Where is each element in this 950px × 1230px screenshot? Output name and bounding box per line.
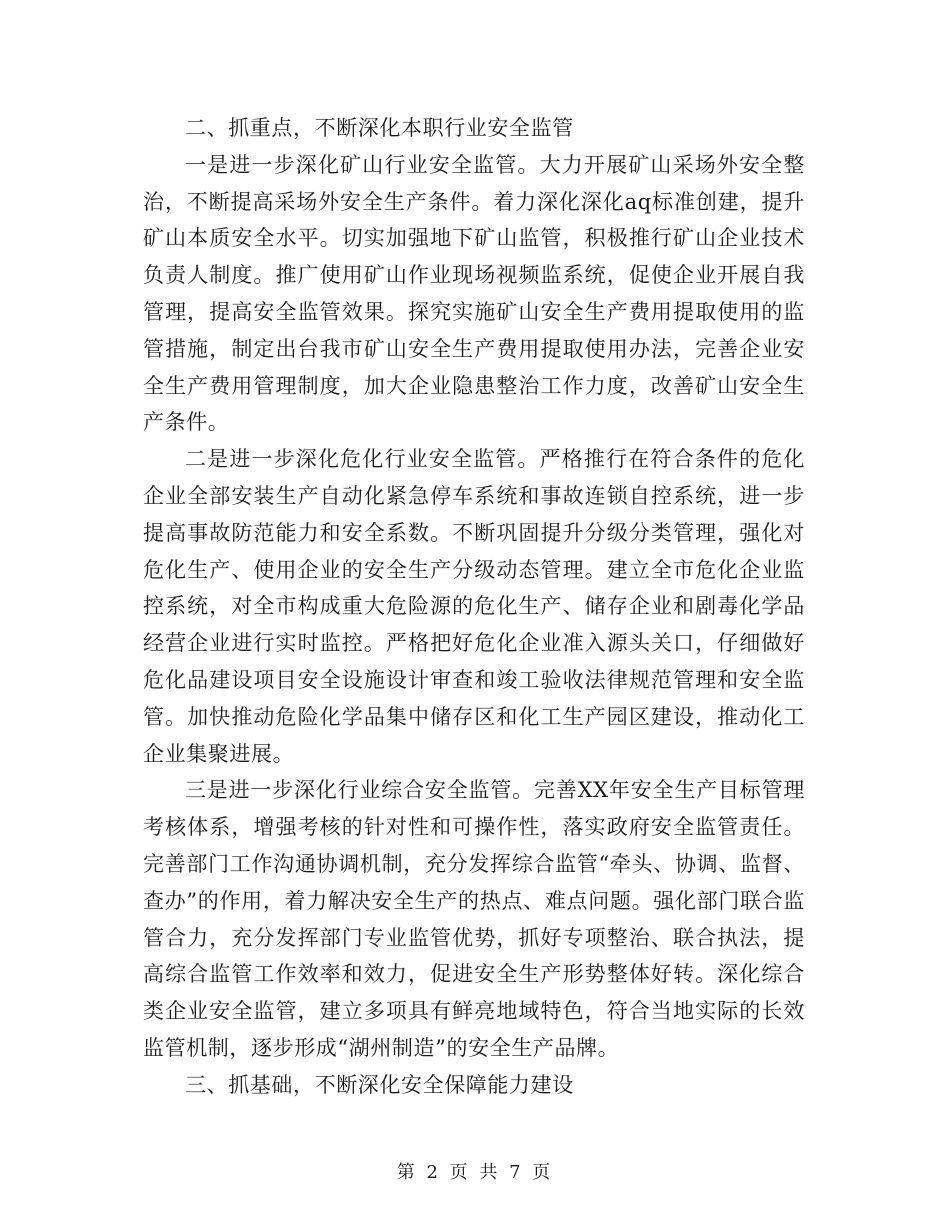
paragraph-comprehensive-supervision: 三是进一步深化行业综合安全监管。完善XX年安全生产目标管理考核体系，增强考核的针对性和可操作性，落实政府安全监管责任。完善部门工作沟通协调机制，充分发挥综合监管“牵头、协调、监督、查办”的作用，着力解决安全生产的热点、难点问题。强化部门联合监管合力，充分发挥部门专业监管优势，抓好专项整治、联合执法，提高综合监管工作效率和效力，促进安全生产形势整体好转。深化综合类企业安全监管，建立多项具有鲜亮地域特色，符合当地实际的长效监管机制，逐步形成“湖州制造”的安全生产品牌。 [143,778,805,1060]
document-body [143,110,805,1104]
section-two-heading: 二、抓重点，不断深化本职行业安全监管 [185,116,574,140]
section-three-heading: 三、抓基础，不断深化安全保障能力建设 [185,1072,574,1097]
paragraph-hazardous-chemicals-supervision: 二是进一步深化危化行业安全监管。严格推行在符合条件的危化企业全部安装生产自动化紧急停车系统和事故连锁自控系统，进一步提高事故防范能力和安全系数。不断巩固提升分级分类管理，强化对危化生产、使用企业的安全生产分级动态管理。建立全市危化企业监控系统，对全市构成重大危险源的危化生产、储存企业和剧毒化学品经营企业进行实时监控。严格把好危化企业准入源头关口，仔细做好危化品建设项目安全设施设计审查和竣工验收法律规范管理和安全监管。加快推动危险化学品集中储存区和化工生产园区建设，推动化工企业集聚进展。 [143,447,805,766]
page-number-footer: 第 2 页 共 7 页 [396,1162,554,1183]
paragraph-mining-supervision: 一是进一步深化矿山行业安全监管。大力开展矿山采场外安全整治，不断提高采场外安全生产条件。着力深化深化aq标准创建，提升矿山本质安全水平。切实加强地下矿山监管，积极推行矿山企业技术负责人制度。推广使用矿山作业现场视频监系统，促使企业开展自我管理，提高安全监管效果。探究实施矿山安全生产费用提取使用的监管措施，制定出台我市矿山安全生产费用提取使用办法，完善企业安全生产费用管理制度，加大企业隐患整治工作力度，改善矿山安全生产条件。 [143,152,805,435]
